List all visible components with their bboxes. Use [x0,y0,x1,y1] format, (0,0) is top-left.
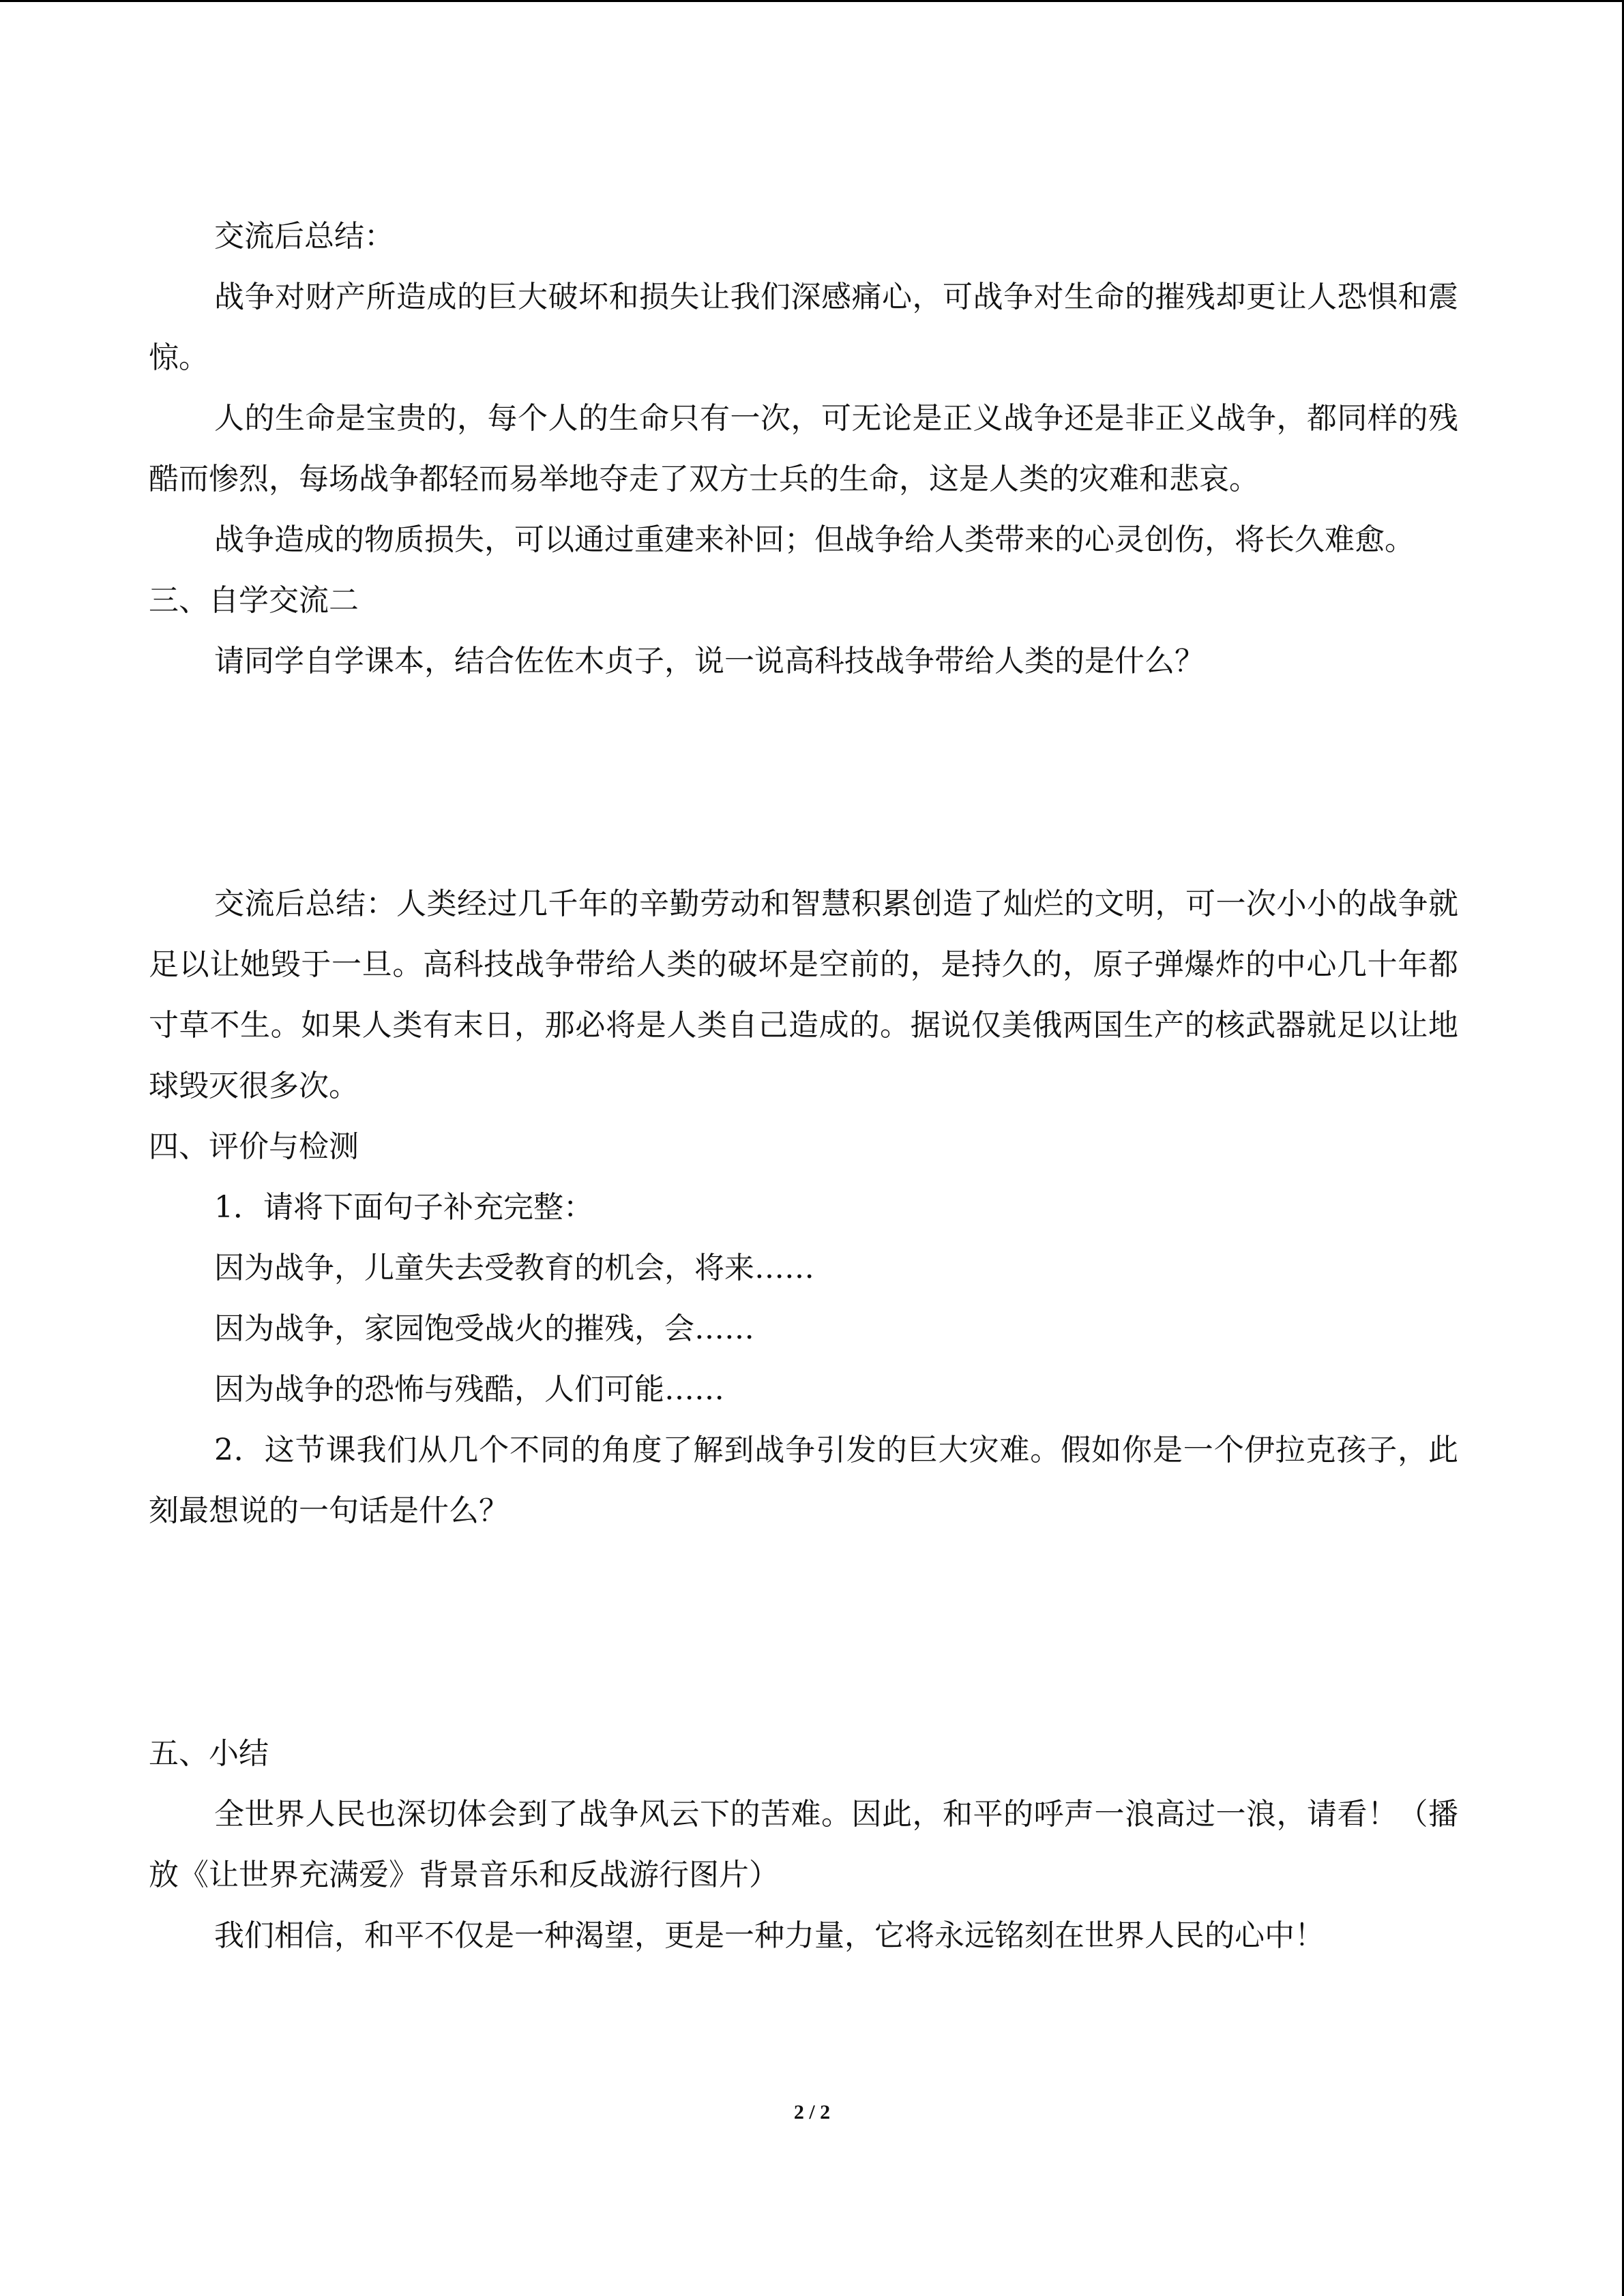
page-number: 2 / 2 [793,2101,831,2123]
section-3-heading: 三、自学交流二 [149,583,359,618]
summary-paragraph-loss: 战争造成的物质损失，可以通过重建来补回；但战争给人类带来的心灵创伤，将长久难愈。 [214,522,1415,557]
section-4-heading: 四、评价与检测 [149,1129,359,1164]
summary-label: 交流后总结： [214,219,394,254]
conclusion-paragraph-1: 全世界人民也深切体会到了战争风云下的苦难。因此，和平的呼声一浪高过一浪，请看！（播放《让世界充满爱》背景音乐和反战游行图片） [149,1797,1458,1892]
answer-space [149,1541,1458,1723]
question-1-line-2: 因为战争，家园饱受战火的摧残，会…… [214,1311,754,1346]
summary-paragraph-life: 人的生命是宝贵的，每个人的生命只有一次，可无论是正义战争还是非正义战争，都同样的残酷而惨烈，每场战争都轻而易举地夺走了双方士兵的生命，这是人类的灾难和悲哀。 [149,401,1458,496]
question-1-title: 1．请将下面句子补充完整： [214,1190,593,1225]
document-body [149,206,1458,1966]
answer-space [149,691,1458,874]
question-2: 2．这节课我们从几个不同的角度了解到战争引发的巨大灾难。假如你是一个伊拉克孩子，此刻最想说的一句话是什么？ [149,1433,1458,1528]
summary-paragraph-property: 战争对财产所造成的巨大破坏和损失让我们深感痛心，可战争对生命的摧残却更让人恐惧和震惊。 [149,280,1458,375]
summary-paragraph-hightech: 交流后总结：人类经过几千年的辛勤劳动和智慧积累创造了灿烂的文明，可一次小小的战争就足以让她毁于一旦。高科技战争带给人类的破坏是空前的，是持久的，原子弹爆炸的中心几十年都寸草不生。如果人类有末日，那必将是人类自己造成的。据说仅美俄两国生产的核武器就足以让地球毁灭很多次。 [149,886,1458,1103]
question-1-line-3: 因为战争的恐怖与残酷，人们可能…… [214,1372,724,1407]
question-1-line-1: 因为战争，儿童失去受教育的机会，将来…… [214,1251,814,1285]
conclusion-paragraph-2: 我们相信，和平不仅是一种渴望，更是一种力量，它将永远铭刻在世界人民的心中！ [214,1918,1325,1953]
section-3-question: 请同学自学课本，结合佐佐木贞子，说一说高科技战争带给人类的是什么？ [214,644,1205,679]
section-5-heading: 五、小结 [149,1736,269,1771]
